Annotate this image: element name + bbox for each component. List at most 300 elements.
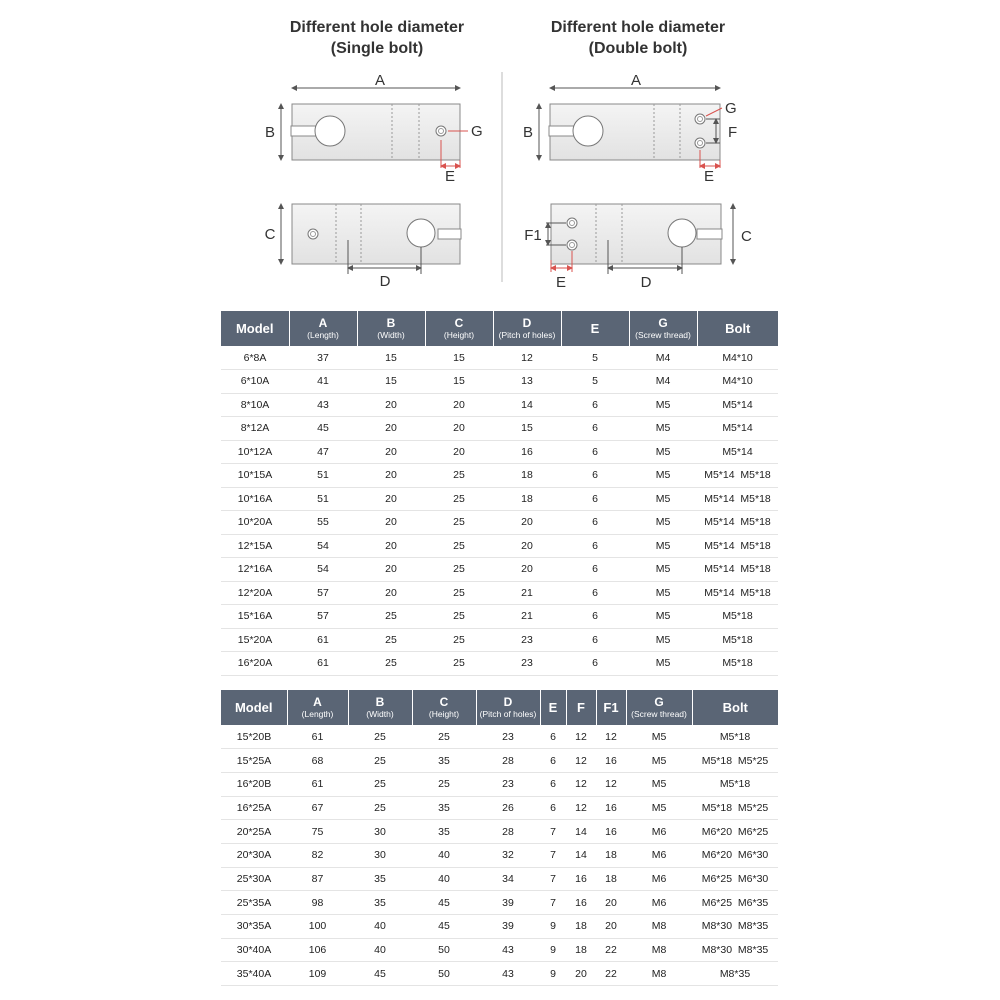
table-cell: 25 — [425, 581, 493, 605]
table-cell: M5 — [626, 796, 692, 820]
table-cell: M5*14 M5*18 — [697, 511, 778, 535]
table-row — [221, 417, 778, 441]
table-row — [221, 867, 778, 891]
table-cell: 40 — [412, 843, 476, 867]
table-cell: 43 — [476, 938, 540, 962]
table-header-row — [221, 311, 778, 346]
table-row — [221, 370, 778, 394]
table-cell: 6 — [540, 749, 566, 773]
table-header-row — [221, 690, 778, 725]
table-cell: 10*15A — [221, 464, 289, 488]
table-cell: 20 — [357, 511, 425, 535]
column-header — [221, 690, 287, 725]
table-cell: 109 — [287, 962, 348, 986]
table-cell: M4*10 — [697, 370, 778, 394]
label-d-double: D — [640, 274, 652, 291]
table-cell: 15*16A — [221, 605, 289, 629]
column-header-main: Model — [234, 699, 273, 715]
column-header — [629, 311, 697, 346]
column-header-main: A — [318, 315, 328, 330]
table-cell: 12 — [566, 725, 596, 749]
label-b-single: B — [264, 124, 276, 141]
table-cell: M5 — [629, 652, 697, 676]
table-row — [221, 558, 778, 582]
label-e-double: E — [703, 168, 715, 185]
table-cell: 57 — [289, 605, 357, 629]
table-cell: M5*14 — [697, 393, 778, 417]
table-cell: 39 — [476, 915, 540, 939]
table-cell: 25 — [348, 749, 412, 773]
column-header-main: Bolt — [722, 699, 748, 715]
table-cell: 25 — [425, 605, 493, 629]
table-cell: 6 — [561, 511, 629, 535]
table-cell: 20 — [357, 581, 425, 605]
table-row — [221, 843, 778, 867]
table-cell: M8*30 M8*35 — [692, 915, 778, 939]
table-cell: 12 — [566, 796, 596, 820]
table-cell: 8*12A — [221, 417, 289, 441]
table-row — [221, 464, 778, 488]
table-row — [221, 891, 778, 915]
table-cell: 25 — [412, 772, 476, 796]
table-cell: 45 — [348, 962, 412, 986]
table-cell: 35 — [412, 820, 476, 844]
column-header — [692, 690, 778, 725]
table-cell: 12*20A — [221, 581, 289, 605]
table-cell: 98 — [287, 891, 348, 915]
table-cell: 34 — [476, 867, 540, 891]
table-cell: 9 — [540, 962, 566, 986]
table-cell: 6 — [561, 628, 629, 652]
column-header-sub: (Pitch of holes) — [498, 329, 556, 340]
table-cell: 20 — [357, 440, 425, 464]
table-row — [221, 772, 778, 796]
table-cell: M5*14 M5*18 — [697, 534, 778, 558]
table-row — [221, 393, 778, 417]
table-cell: 15 — [425, 370, 493, 394]
table-cell: M5 — [626, 749, 692, 773]
dimension-diagrams — [0, 0, 1000, 300]
table-cell: 40 — [348, 915, 412, 939]
column-header-main: D — [503, 694, 513, 709]
label-g-single: G — [471, 123, 483, 140]
table-cell: M5 — [629, 487, 697, 511]
table-cell: 14 — [566, 843, 596, 867]
table-cell: 20 — [493, 558, 561, 582]
table-cell: 32 — [476, 843, 540, 867]
table-cell: M8 — [626, 915, 692, 939]
table-cell: 20 — [357, 558, 425, 582]
table-cell: M8*30 M8*35 — [692, 938, 778, 962]
table-cell: 25 — [357, 605, 425, 629]
table-cell: M5 — [629, 417, 697, 441]
table-cell: M5*14 M5*18 — [697, 581, 778, 605]
table-cell: 18 — [566, 915, 596, 939]
table-cell: 57 — [289, 581, 357, 605]
table-cell: 25 — [425, 534, 493, 558]
shaft-hole — [315, 116, 345, 146]
table-cell: 20 — [425, 417, 493, 441]
column-header-main: B — [386, 315, 396, 330]
column-header-sub: (Pitch of holes) — [479, 708, 537, 719]
table-cell: 23 — [476, 725, 540, 749]
table-cell: 9 — [540, 938, 566, 962]
table-cell: 20 — [357, 393, 425, 417]
table-cell: 20 — [425, 393, 493, 417]
table-cell: M5*14 — [697, 440, 778, 464]
table-cell: M6*25 M6*35 — [692, 891, 778, 915]
table-cell: 25 — [348, 772, 412, 796]
table-cell: 6 — [561, 487, 629, 511]
table-cell: 35 — [412, 749, 476, 773]
column-header-main: D — [522, 315, 532, 330]
table-cell: 20 — [357, 417, 425, 441]
table-cell: M5*18 — [697, 652, 778, 676]
table-cell: 43 — [476, 962, 540, 986]
table-cell: 50 — [412, 938, 476, 962]
table-cell: 16 — [566, 891, 596, 915]
table-cell: 40 — [348, 938, 412, 962]
table-cell: M4*10 — [697, 346, 778, 370]
table-cell: 6 — [540, 772, 566, 796]
table-cell: 7 — [540, 867, 566, 891]
single-bolt-title-line1: Different hole diameter — [289, 19, 465, 36]
table-cell: 20 — [596, 915, 626, 939]
label-f-double: F — [728, 124, 738, 141]
table-cell: 16*25A — [221, 796, 287, 820]
table-cell: 75 — [287, 820, 348, 844]
double-bolt-title-line1: Different hole diameter — [550, 19, 726, 36]
table-cell: 10*20A — [221, 511, 289, 535]
table-cell: 30*40A — [221, 938, 287, 962]
table-cell: 25 — [357, 652, 425, 676]
table-cell: 61 — [289, 652, 357, 676]
column-header-sub: (Screw thread) — [631, 708, 687, 719]
table-cell: 6 — [561, 534, 629, 558]
table-cell: 25 — [425, 464, 493, 488]
table-cell: 23 — [493, 652, 561, 676]
label-c-double: C — [741, 228, 752, 245]
single-top-view — [265, 72, 483, 185]
table-cell: 54 — [289, 534, 357, 558]
table-cell: 15*20B — [221, 725, 287, 749]
table-cell: M6*25 M6*30 — [692, 867, 778, 891]
column-header — [561, 311, 629, 346]
table-cell: M5 — [629, 558, 697, 582]
table-row — [221, 749, 778, 773]
table-row — [221, 652, 778, 676]
table-cell: 45 — [289, 417, 357, 441]
table-cell: 22 — [596, 938, 626, 962]
table-cell: 10*12A — [221, 440, 289, 464]
table-cell: M8*35 — [692, 962, 778, 986]
table-cell: M5 — [629, 534, 697, 558]
table-cell: 7 — [540, 820, 566, 844]
column-header — [289, 311, 357, 346]
table-cell: 25 — [425, 511, 493, 535]
single-bolt-title-line2: (Single bolt) — [330, 40, 424, 57]
table-cell: 61 — [287, 772, 348, 796]
table-row — [221, 938, 778, 962]
table-row — [221, 628, 778, 652]
table-row — [221, 605, 778, 629]
table-cell: 28 — [476, 749, 540, 773]
table-row — [221, 962, 778, 986]
table-cell: 6 — [561, 464, 629, 488]
table-cell: 15 — [425, 346, 493, 370]
table-cell: 20 — [493, 534, 561, 558]
table-cell: M4 — [629, 346, 697, 370]
table-cell: 87 — [287, 867, 348, 891]
table-cell: M5*18 — [692, 772, 778, 796]
table-cell: 55 — [289, 511, 357, 535]
table-cell: M6*20 M6*25 — [692, 820, 778, 844]
table-cell: 6 — [561, 581, 629, 605]
table-cell: 12 — [566, 749, 596, 773]
label-e-single: E — [444, 168, 456, 185]
table-row — [221, 487, 778, 511]
table-cell: 35 — [348, 891, 412, 915]
table-cell: 13 — [493, 370, 561, 394]
table-cell: 12 — [596, 772, 626, 796]
table-cell: 15*20A — [221, 628, 289, 652]
table-cell: 16 — [566, 867, 596, 891]
table-cell: 61 — [289, 628, 357, 652]
table-cell: 25 — [412, 725, 476, 749]
table-cell: M5 — [629, 628, 697, 652]
table-cell: M5*14 M5*18 — [697, 558, 778, 582]
table-cell: 35 — [348, 867, 412, 891]
table-cell: 47 — [289, 440, 357, 464]
label-c-single: C — [264, 226, 276, 243]
table-cell: 45 — [412, 891, 476, 915]
table-row — [221, 725, 778, 749]
label-a-single: A — [374, 72, 386, 89]
double-front-view — [524, 204, 752, 291]
table-cell: 82 — [287, 843, 348, 867]
table-cell: M5 — [629, 393, 697, 417]
table-cell: 15 — [493, 417, 561, 441]
table-cell: 35*40A — [221, 962, 287, 986]
table-cell: 20 — [566, 962, 596, 986]
column-header-sub: (Height) — [443, 329, 475, 340]
table-cell: 23 — [493, 628, 561, 652]
table-cell: 25 — [348, 796, 412, 820]
table-cell: 20 — [596, 891, 626, 915]
table-cell: 25*30A — [221, 867, 287, 891]
table-cell: M5 — [629, 440, 697, 464]
table-cell: 25*35A — [221, 891, 287, 915]
table-cell: 25 — [425, 558, 493, 582]
table-row — [221, 534, 778, 558]
table-row — [221, 511, 778, 535]
column-header-main: C — [439, 694, 449, 709]
table-cell: 8*10A — [221, 393, 289, 417]
column-header — [425, 311, 493, 346]
label-a-double: A — [630, 72, 642, 89]
table-cell: 20 — [357, 534, 425, 558]
column-header — [626, 690, 692, 725]
table-cell: 20 — [493, 511, 561, 535]
column-header-sub: (Screw thread) — [635, 329, 691, 340]
table-cell: 6 — [561, 558, 629, 582]
table-cell: 41 — [289, 370, 357, 394]
table-cell: 30 — [348, 820, 412, 844]
table-cell: M5 — [629, 605, 697, 629]
column-header — [493, 311, 561, 346]
table-cell: 16 — [596, 749, 626, 773]
single-bolt-spec-table — [221, 311, 778, 676]
table-cell: 20*25A — [221, 820, 287, 844]
table-cell: 6 — [561, 393, 629, 417]
table-cell: M8 — [626, 938, 692, 962]
table-cell: 12*16A — [221, 558, 289, 582]
table-cell: M5*14 — [697, 417, 778, 441]
table-cell: 18 — [566, 938, 596, 962]
table-cell: 20*30A — [221, 843, 287, 867]
table-cell: 12*15A — [221, 534, 289, 558]
column-header — [221, 311, 289, 346]
table-cell: 25 — [348, 725, 412, 749]
table-cell: 10*16A — [221, 487, 289, 511]
table-cell: 6 — [540, 725, 566, 749]
table-cell: M5*18 M5*25 — [692, 796, 778, 820]
label-b-double: B — [522, 124, 534, 141]
table-row — [221, 581, 778, 605]
table-cell: 16*20B — [221, 772, 287, 796]
column-header-sub: (Length) — [301, 708, 334, 719]
table-cell: 6*10A — [221, 370, 289, 394]
table-cell: 51 — [289, 487, 357, 511]
table-cell: 20 — [425, 440, 493, 464]
column-header-main: E — [548, 699, 558, 715]
double-bolt-spec-table — [221, 690, 778, 986]
table-cell: 22 — [596, 962, 626, 986]
column-header — [348, 690, 412, 725]
column-header — [566, 690, 596, 725]
column-header-sub: (Height) — [428, 708, 460, 719]
label-d-single: D — [379, 273, 391, 290]
table-cell: 30 — [348, 843, 412, 867]
column-header — [476, 690, 540, 725]
table-cell: 6 — [561, 440, 629, 464]
table-cell: 16 — [493, 440, 561, 464]
table-cell: 21 — [493, 605, 561, 629]
table-cell: 67 — [287, 796, 348, 820]
table-cell: 51 — [289, 464, 357, 488]
table-cell: 20 — [357, 487, 425, 511]
table-cell: 6*8A — [221, 346, 289, 370]
table-cell: 54 — [289, 558, 357, 582]
table-cell: M5*18 — [697, 628, 778, 652]
table-cell: 18 — [493, 464, 561, 488]
table-cell: M4 — [629, 370, 697, 394]
table-cell: 6 — [540, 796, 566, 820]
table-cell: 18 — [596, 867, 626, 891]
column-header-main: C — [454, 315, 464, 330]
single-front-view — [265, 204, 461, 290]
table-cell: 61 — [287, 725, 348, 749]
table-cell: M8 — [626, 962, 692, 986]
column-header — [697, 311, 778, 346]
column-header-main: F — [577, 699, 585, 715]
table-cell: 18 — [596, 843, 626, 867]
column-header-sub: (Length) — [307, 329, 339, 340]
table-cell: 40 — [412, 867, 476, 891]
table-cell: 21 — [493, 581, 561, 605]
column-header — [596, 690, 626, 725]
column-header-main: G — [654, 694, 664, 709]
table-cell: M5*18 — [697, 605, 778, 629]
table-cell: M6 — [626, 867, 692, 891]
column-header-main: F1 — [603, 699, 619, 715]
label-e-double-front: E — [555, 274, 567, 291]
table-cell: 12 — [493, 346, 561, 370]
column-header-main: A — [313, 694, 322, 709]
table-cell: 18 — [493, 487, 561, 511]
table-cell: 15 — [357, 346, 425, 370]
table-cell: M6*20 M6*30 — [692, 843, 778, 867]
column-header-sub: (Width) — [366, 708, 394, 719]
table-cell: 12 — [596, 725, 626, 749]
table-cell: 35 — [412, 796, 476, 820]
column-header — [412, 690, 476, 725]
table-cell: 9 — [540, 915, 566, 939]
column-header-main: B — [375, 694, 385, 709]
table-row — [221, 346, 778, 370]
table-cell: M6 — [626, 820, 692, 844]
table-cell: 30*35A — [221, 915, 287, 939]
table-cell: 15*25A — [221, 749, 287, 773]
table-cell: 20 — [357, 464, 425, 488]
table-cell: M5 — [626, 772, 692, 796]
table-cell: 15 — [357, 370, 425, 394]
table-cell: 23 — [476, 772, 540, 796]
table-cell: M5 — [629, 581, 697, 605]
table-cell: 6 — [561, 417, 629, 441]
table-cell: 43 — [289, 393, 357, 417]
table-cell: 50 — [412, 962, 476, 986]
table-row — [221, 915, 778, 939]
table-cell: 7 — [540, 843, 566, 867]
table-cell: M5 — [629, 464, 697, 488]
table-cell: 25 — [425, 628, 493, 652]
table-cell: 100 — [287, 915, 348, 939]
column-header-main: G — [658, 315, 668, 330]
table-row — [221, 820, 778, 844]
table-cell: 5 — [561, 346, 629, 370]
table-cell: 6 — [561, 605, 629, 629]
table-cell: M6 — [626, 891, 692, 915]
table-cell: 25 — [357, 628, 425, 652]
table-cell: M5*18 — [692, 725, 778, 749]
table-cell: 16 — [596, 796, 626, 820]
table-cell: 45 — [412, 915, 476, 939]
table-cell: 106 — [287, 938, 348, 962]
table-cell: 6 — [561, 652, 629, 676]
column-header — [357, 311, 425, 346]
table-cell: 26 — [476, 796, 540, 820]
table-cell: M6 — [626, 843, 692, 867]
label-f1-double: F1 — [524, 227, 542, 244]
column-header-main: Bolt — [725, 320, 751, 336]
table-cell: 5 — [561, 370, 629, 394]
table-cell: 39 — [476, 891, 540, 915]
table-cell: 14 — [566, 820, 596, 844]
double-bolt-title-line2: (Double bolt) — [588, 40, 688, 57]
table-cell: 16 — [596, 820, 626, 844]
column-header-main: E — [590, 320, 600, 336]
